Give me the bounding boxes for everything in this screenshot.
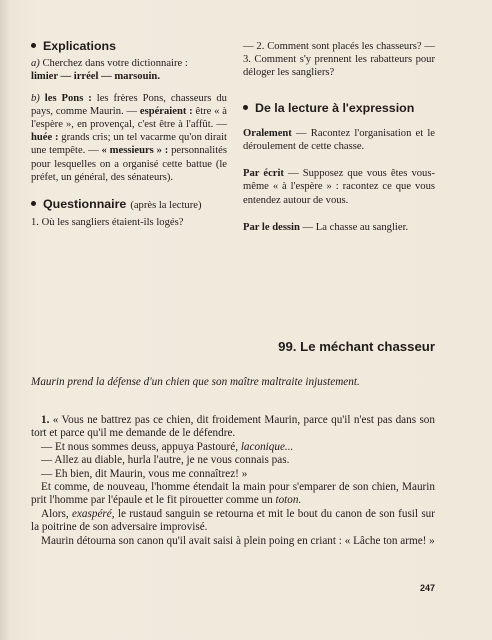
questionnaire-heading — [31, 198, 227, 212]
paragraph: — Allez au diable, hurla l'autre, je ne vous connais pas. — [41, 454, 290, 467]
exercise-label: Oralement — [243, 127, 292, 139]
paragraph-text: le rustaud sanguin se retourna et mit le bout du canon de son fusil sur la poitrine de son adversaire improvisé. — [31, 507, 435, 534]
explications-heading-text: Explications — [43, 39, 116, 53]
item-text: Cherchez dans votre dictionnaire : — [39, 58, 188, 70]
written-exercise — [243, 167, 435, 207]
definition: grands cris; un tel vacarme qu'on dirait une tempête. — — [31, 132, 228, 157]
exercise-text: — Supposez que vous êtes vous-même « à l'espère » : racontez ce que vous entendez autour de vous. — [243, 168, 435, 206]
oral-exercise — [243, 127, 435, 153]
paragraph-italic: exaspéré, — [71, 507, 115, 520]
term: les Pons : — [44, 92, 92, 104]
explications-heading — [31, 40, 227, 53]
term: « messieurs » : — [101, 145, 169, 157]
chapter-intro: Maurin prend la défense d'un chien que son maître maltraite injustement. — [31, 376, 360, 388]
right-column — [243, 40, 435, 234]
term: espéraient : — [139, 105, 193, 117]
paragraph — [31, 414, 435, 441]
lecture-expression-heading — [243, 102, 435, 115]
drawing-exercise — [243, 221, 435, 234]
exercise-label: Par le dessin — [243, 221, 300, 233]
paragraph — [31, 508, 435, 535]
paragraph-text: Et comme, de nouveau, l'homme étendait la main pour s'emparer de son chien, Maurin prit l'homme par l'épaule et le fit pirouetter comme un — [31, 481, 435, 507]
explication-b — [31, 92, 227, 184]
exercise-text: — La chasse au sanglier. — [299, 221, 409, 233]
question-1: 1. Où les sangliers étaient-ils logés? — [31, 217, 184, 229]
chapter-title: 99. Le méchant chasseur — [278, 339, 435, 354]
paragraph-text: Alors, — [41, 507, 72, 520]
term: huée : — [31, 132, 59, 144]
definition: être « à l'espère », en provençal, c'est être à l'affût. — — [31, 105, 227, 131]
exercise-label: Par écrit — [243, 168, 284, 180]
item-letter: b) — [31, 92, 40, 104]
paragraph-text: — Et nous sommes deuss, appuya Pastouré, — [41, 440, 241, 453]
paragraph: — Eh bien, dit Maurin, vous me connaîtrez! » — [41, 467, 248, 480]
left-column — [31, 40, 227, 229]
paragraph-italic: laconique... — [240, 440, 294, 453]
paragraph — [31, 441, 435, 454]
paragraph: Maurin détourna son canon qu'il avait saisi à plein poing en criant : « Lâche ton arme! » — [41, 534, 435, 547]
definition: personnalités pour lesquelles on a organisé cette battue (le préfet, un général, des sénateurs). — [31, 145, 228, 183]
explication-a — [31, 57, 227, 83]
page-number: 247 — [419, 583, 435, 593]
paragraph-number: 1. — [41, 414, 50, 426]
paragraph — [31, 481, 435, 508]
exercise-text: — Racontez l'organisation et le déroulement de cette chasse. — [243, 127, 435, 153]
questionnaire-heading-text: Questionnaire — [43, 197, 127, 212]
bullet-icon — [243, 105, 248, 110]
definition: les frères Pons, chasseurs du pays, comme Maurin. — — [31, 92, 227, 117]
vocab-words: limier — irréel — marsouin. — [31, 71, 160, 83]
item-letter: a) — [31, 58, 40, 70]
paragraph-text: « Vous ne battrez pas ce chien, dit froidement Maurin, parce qu'il n'est pas dans son tort et parce qu'il me demande de le défendre. — [31, 414, 435, 440]
bullet-icon — [31, 201, 36, 206]
questions-continued: — 2. Comment sont placés les chasseurs? — 3. Comment s'y prennent les rabatteurs pour déloger les sangliers? — [243, 41, 435, 79]
bullet-icon — [31, 43, 36, 48]
questionnaire-suffix: (après la lecture) — [130, 200, 202, 212]
reading-text — [31, 414, 435, 548]
lecture-expression-heading-text: De la lecture à l'expression — [255, 100, 415, 115]
paragraph-italic: toton. — [275, 494, 302, 507]
